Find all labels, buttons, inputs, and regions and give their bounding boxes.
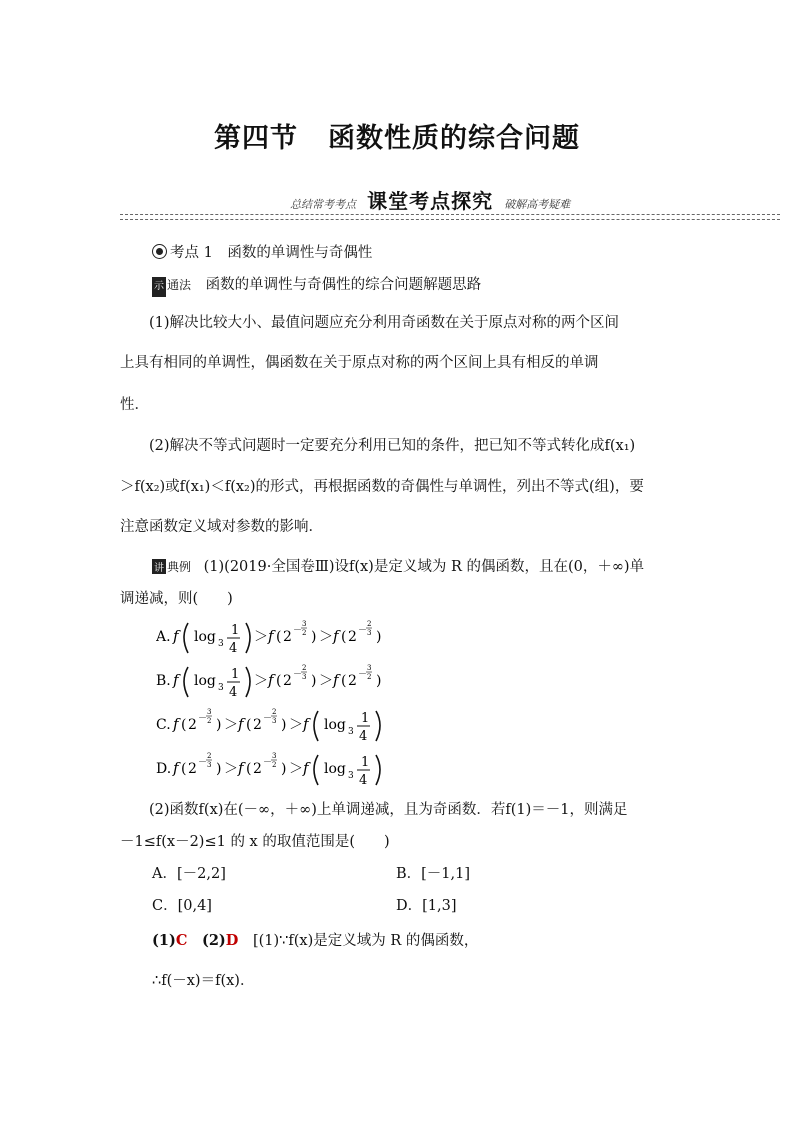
svg-text:f: f: [303, 715, 309, 733]
svg-text:(: (: [341, 629, 347, 645]
answer-line1: [152, 929, 478, 950]
svg-text:3: 3: [348, 727, 354, 737]
option-a: [156, 617, 416, 657]
option-b-formula: [156, 661, 416, 701]
svg-text:3: 3: [367, 629, 372, 637]
svg-text:3: 3: [218, 639, 224, 649]
para1-line3: 性．: [120, 397, 149, 413]
svg-text:2: 2: [283, 673, 292, 689]
svg-text:3: 3: [348, 771, 354, 781]
option-d-label: D.: [156, 761, 172, 777]
svg-text:f: f: [173, 671, 179, 689]
q2-line1: (2)函数f(x)在(－∞，＋∞)上单调递减，且为奇函数．若f(1)＝－1，则满足: [149, 802, 628, 818]
svg-text:f: f: [303, 759, 309, 777]
svg-text:log: log: [194, 673, 216, 689]
svg-text:1: 1: [231, 667, 240, 682]
svg-text:): ): [216, 761, 222, 777]
svg-text:－: －: [293, 670, 303, 680]
banner-rule: [120, 214, 780, 220]
svg-text:2: 2: [348, 629, 357, 645]
svg-text:2: 2: [188, 717, 197, 733]
svg-text:3: 3: [207, 708, 212, 716]
svg-text:): ): [311, 629, 317, 645]
example-line2: 调递减，则( ): [120, 591, 233, 607]
answer-prefix-1: (1): [152, 932, 176, 949]
svg-text:f: f: [173, 715, 179, 733]
svg-text:log: log: [194, 629, 216, 645]
svg-text:): ): [281, 761, 287, 777]
para2-line2: ＞f(x₂)或f(x₁)＜f(x₂)的形式，再根据函数的奇偶性与单调性，列出不等式(组)，要: [120, 479, 644, 495]
svg-text:＞: ＞: [319, 673, 333, 689]
svg-text:3: 3: [302, 620, 307, 628]
svg-text:＞: ＞: [289, 717, 303, 733]
q2-option-b: B．[－1,1]: [396, 866, 471, 882]
para2-line3: 注意函数定义域对参数的影响．: [120, 519, 323, 535]
page-title: [0, 116, 794, 155]
svg-text:4: 4: [229, 641, 238, 656]
svg-text:(: (: [181, 761, 187, 777]
svg-text:2: 2: [207, 717, 212, 725]
answer-1: C: [175, 932, 188, 949]
svg-text:f: f: [333, 671, 339, 689]
svg-text:－: －: [293, 626, 303, 636]
svg-text:3: 3: [272, 717, 277, 725]
q2-option-a: A．[－2,2]: [152, 866, 226, 882]
section-title: 函数性质的综合问题: [328, 123, 580, 154]
para1-line1: (1)解决比较大小、最值问题应充分利用奇函数在关于原点对称的两个区间: [149, 315, 620, 331]
svg-text:4: 4: [359, 729, 368, 744]
example-text: (1)(2019·全国卷Ⅲ)设f(x)是定义域为 R 的偶函数，且在(0，＋∞)单: [203, 559, 645, 575]
para2-line1: (2)解决不等式问题时一定要充分利用已知的条件，把已知不等式转化成f(x₁): [149, 438, 636, 454]
svg-text:3: 3: [302, 673, 307, 681]
section-number: 第四节: [214, 123, 298, 154]
svg-text:－: －: [358, 626, 368, 636]
svg-text:＞: ＞: [254, 673, 268, 689]
method-tag: 示: [152, 277, 166, 297]
svg-text:f: f: [268, 671, 274, 689]
svg-text:): ): [376, 629, 382, 645]
svg-text:(: (: [181, 717, 187, 733]
example-line1: [152, 555, 644, 576]
banner-center: 课堂考点探究: [367, 189, 494, 213]
section-banner: [120, 188, 780, 220]
point-label: 考点 1 函数的单调性与奇偶性: [170, 245, 373, 261]
option-b-label: B.: [156, 673, 171, 689]
option-d: [156, 749, 416, 789]
svg-text:＞: ＞: [224, 717, 238, 733]
svg-text:1: 1: [361, 755, 370, 770]
svg-text:): ): [311, 673, 317, 689]
option-a-formula: [156, 617, 416, 657]
point-bullet-icon: [152, 244, 167, 259]
svg-text:3: 3: [218, 683, 224, 693]
svg-text:(: (: [276, 629, 282, 645]
svg-text:2: 2: [188, 761, 197, 777]
svg-text:3: 3: [207, 761, 212, 769]
svg-text:4: 4: [229, 685, 238, 700]
method-text: 函数的单调性与奇偶性的综合问题解题思路: [205, 277, 482, 293]
svg-text:f: f: [333, 627, 339, 645]
svg-text:): ): [216, 717, 222, 733]
answer-2: D: [225, 932, 239, 949]
svg-text:1: 1: [231, 623, 240, 638]
q2-option-d: D．[1,3]: [396, 898, 457, 914]
q2-line2: －1≤f(x－2)≤1 的 x 的取值范围是( ): [120, 834, 390, 850]
svg-text:2: 2: [367, 620, 372, 628]
svg-text:2: 2: [302, 664, 307, 672]
svg-text:－: －: [263, 758, 273, 768]
svg-text:2: 2: [283, 629, 292, 645]
option-d-formula: [156, 749, 416, 789]
svg-text:2: 2: [207, 752, 212, 760]
svg-text:f: f: [173, 759, 179, 777]
svg-text:2: 2: [253, 717, 262, 733]
svg-text:＞: ＞: [319, 629, 333, 645]
method-heading: [152, 275, 481, 297]
svg-text:3: 3: [367, 664, 372, 672]
svg-text:(: (: [276, 673, 282, 689]
option-b: [156, 661, 416, 701]
para1-line2: 上具有相同的单调性，偶函数在关于原点对称的两个区间上具有相反的单调: [120, 355, 599, 371]
option-c-label: C.: [156, 717, 171, 733]
svg-text:2: 2: [367, 673, 372, 681]
svg-text:): ): [376, 673, 382, 689]
answer-line2: ∴f(－x)＝f(x)．: [152, 973, 255, 989]
svg-text:＞: ＞: [224, 761, 238, 777]
svg-text:＞: ＞: [254, 629, 268, 645]
example-tag: 讲: [152, 559, 166, 574]
svg-text:f: f: [173, 627, 179, 645]
svg-text:(: (: [246, 761, 252, 777]
svg-text:): ): [281, 717, 287, 733]
method-tag-label: 通法: [167, 278, 192, 292]
svg-text:2: 2: [253, 761, 262, 777]
svg-text:2: 2: [272, 708, 277, 716]
option-c-formula: [156, 705, 416, 745]
svg-text:＞: ＞: [289, 761, 303, 777]
example-tag-label: 典例: [167, 560, 192, 574]
svg-text:log: log: [324, 717, 346, 733]
option-a-label: A.: [156, 629, 171, 645]
svg-text:2: 2: [272, 761, 277, 769]
svg-text:－: －: [358, 670, 368, 680]
svg-text:2: 2: [348, 673, 357, 689]
option-c: [156, 705, 416, 745]
svg-text:(: (: [341, 673, 347, 689]
svg-text:f: f: [268, 627, 274, 645]
banner-right: 破解高考疑难: [504, 198, 571, 211]
svg-text:log: log: [324, 761, 346, 777]
svg-text:(: (: [246, 717, 252, 733]
svg-text:f: f: [238, 759, 244, 777]
svg-text:－: －: [198, 758, 208, 768]
q2-option-c: C．[0,4]: [152, 898, 212, 914]
banner-left: 总结常考考点: [290, 198, 356, 211]
svg-text:f: f: [238, 715, 244, 733]
answer-explanation: [(1)∵f(x)是定义域为 R 的偶函数，: [252, 933, 479, 949]
point-heading: [152, 243, 372, 263]
svg-text:4: 4: [359, 773, 368, 788]
svg-text:1: 1: [361, 711, 370, 726]
svg-text:－: －: [263, 714, 273, 724]
answer-prefix-2: (2): [201, 932, 226, 949]
svg-text:－: －: [198, 714, 208, 724]
svg-text:3: 3: [272, 752, 277, 760]
svg-text:2: 2: [302, 629, 307, 637]
